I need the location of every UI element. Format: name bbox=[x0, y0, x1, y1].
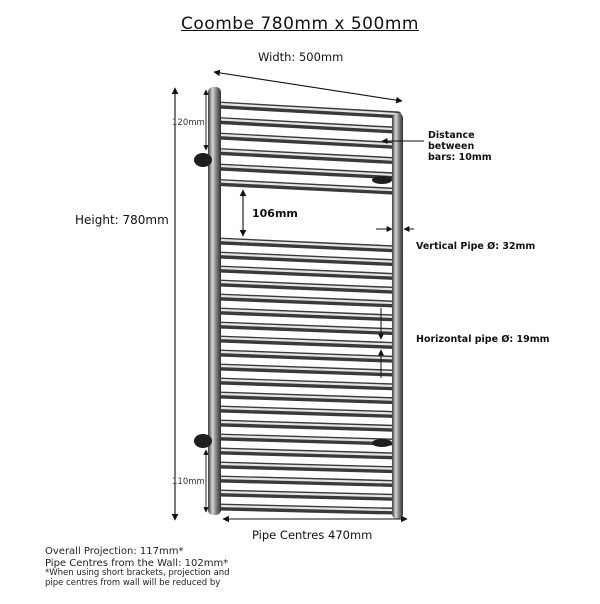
diagram-title: Coombe 780mm x 500mm bbox=[181, 14, 419, 34]
wall-bracket-top-right bbox=[372, 176, 392, 184]
top-offset-label: 120mm bbox=[172, 118, 205, 128]
height-label: Height: 780mm bbox=[75, 213, 169, 227]
wall-bracket-top-left bbox=[194, 153, 212, 167]
distance-between-bars-label bbox=[428, 130, 492, 163]
left-vertical-pipe bbox=[208, 87, 221, 515]
vertical-pipe-label: Vertical Pipe Ø: 32mm bbox=[416, 241, 536, 252]
distance-line-1: Distance bbox=[428, 130, 475, 141]
distance-line-3: bars: 10mm bbox=[428, 152, 492, 163]
bar-gap-label: 106mm bbox=[252, 207, 298, 220]
horizontal-pipe-label: Horizontal pipe Ø: 19mm bbox=[416, 334, 550, 345]
notes-block bbox=[45, 546, 230, 588]
right-vertical-pipe bbox=[392, 113, 403, 519]
pipe-centres-label: Pipe Centres 470mm bbox=[252, 528, 373, 542]
width-label: Width: 500mm bbox=[258, 50, 344, 64]
wall-bracket-bottom-left bbox=[194, 434, 212, 448]
footnote-line-1: *When using short brackets, projection and bbox=[45, 568, 230, 578]
horizontal-bars bbox=[218, 104, 398, 511]
projection-note: Overall Projection: 117mm* bbox=[45, 546, 184, 557]
distance-line-2: between bbox=[428, 141, 475, 152]
bottom-offset-label: 110mm bbox=[172, 477, 205, 487]
width-dimension-line bbox=[214, 72, 402, 101]
centres-from-wall-note: Pipe Centres from the Wall: 102mm* bbox=[45, 557, 229, 569]
footnote-line-2: pipe centres from wall will be reduced by bbox=[45, 577, 221, 588]
wall-bracket-bottom-right bbox=[372, 439, 392, 447]
